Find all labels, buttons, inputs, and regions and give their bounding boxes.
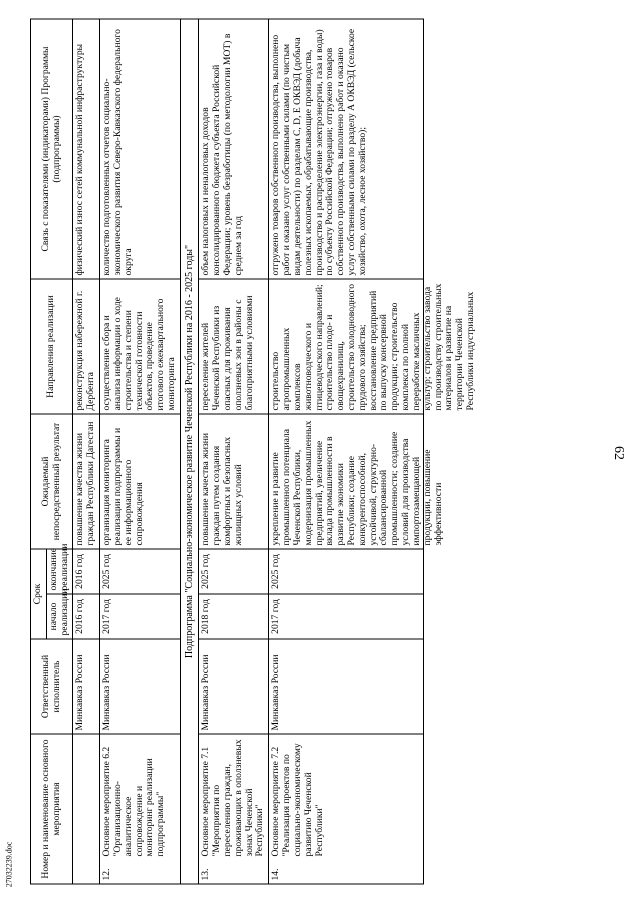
table-row — [199, 19, 269, 884]
cell-end: 2016 год — [73, 549, 100, 594]
row-number: 12. — [101, 868, 113, 881]
cell-start: 2017 год — [269, 594, 424, 639]
table-row — [73, 19, 100, 884]
table-row — [269, 19, 424, 884]
header-directions: Направления реализации — [31, 279, 73, 414]
cell-result: организация мониторинга реализации подпрограммы и ее информационного сопровождения — [100, 414, 181, 549]
rotated-table-container — [30, 20, 610, 885]
page-number-text: 62 — [611, 445, 626, 460]
indicators-text: отгружено товаров собственного производства, выполнено работ и оказано услуг собственными силами (по чистым видам деятельности) по разделам С, D, Е ОКВЭД (добыча полезных ископаемых, обрабатывающие производства, производство и распределение электроэнергии, газа и воды) по субъекту Российской Федерации; отгружено товаров собственного производства, выполнено работ и оказано услуг собственными силами по разделу А ОКВЭД (сельское хозяйство, охота, лесное хозяйство); — [270, 28, 368, 276]
result-text: укрепление и развитие промышленного потенциала Чеченской Республики, модернизация промышленных предприятий, увеличение вклада промышленности в развитие экономики Республики; создание конкурентоспособной, устойчивой, структурно-сбалансированной промышленности; создание условий для производства импортозамещающей продукции, повышение эффективности — [270, 420, 444, 546]
cell-directions: реконструкция набережной г. Дербента — [73, 279, 100, 414]
cell-name — [73, 734, 100, 884]
cell-directions: переселение жителей Чеченской Республики из опасных для проживания оползневых зон в районы с благоприятными условиями — [199, 279, 269, 414]
cell-executor: Минкавказ России — [269, 639, 424, 734]
cell-result: повышение качества жизни граждан Республики Дагестан — [73, 414, 100, 549]
cell-name — [100, 734, 181, 884]
cell-start: 2017 год — [100, 594, 181, 639]
row-title: Основное мероприятие 7.1 "Мероприятия по переселению граждан, проживающих в оползневых зонах Чеченской Республики" — [200, 739, 266, 857]
header-num-name: Номер и наименование основного мероприятия — [31, 734, 73, 884]
cell-end: 2025 год — [269, 549, 424, 594]
cell-directions — [269, 279, 477, 414]
cell-indicators: количество подготовленных отчетов социально-экономического развития Северо-Кавказского федерального округа — [100, 19, 181, 279]
cell-end: 2025 год — [199, 549, 269, 594]
cell-indicators: физический износ сетей коммунальной инфраструктуры — [73, 19, 100, 279]
cell-directions: осуществление сбора и анализа информации о ходе строительства и степени технической готовности объектов, проведение итогового ежеквартального мониторинга — [100, 279, 181, 414]
cell-executor: Минкавказ России — [199, 639, 269, 734]
row-title: Основное мероприятие 6.2 "Организационно-аналитическое сопровождение и мониторинг реализации подпрограммы" — [101, 746, 167, 857]
document-code — [2, 759, 16, 899]
row-number: 14. — [270, 868, 282, 881]
header-term: Срок — [31, 549, 47, 639]
header-start: начало реализации — [46, 594, 73, 639]
document-code-text: 27032239.doc — [4, 841, 14, 888]
cell-result: повышение качества жизни граждан путем создания комфортных и безопасных жилищных условий — [199, 414, 269, 549]
cell-executor: Минкавказ России — [100, 639, 181, 734]
table-row — [100, 19, 181, 884]
cell-end: 2025 год — [100, 549, 181, 594]
cell-start: 2018 год — [199, 594, 269, 639]
subprogram-row — [180, 19, 198, 884]
cell-indicators: объем налоговых и неналоговых доходов консолидированного бюджета субъекта Российской Федерации; уровень безработицы (по методологии МОТ) в среднем за год — [199, 19, 269, 279]
cell-executor: Минкавказ России — [73, 639, 100, 734]
cell-indicators — [269, 19, 424, 279]
cell-name — [269, 734, 424, 884]
cell-name — [199, 734, 269, 884]
page-number — [610, 0, 626, 905]
cell-start: 2016 год — [73, 594, 100, 639]
header-executor: Ответственный исполнитель — [31, 639, 73, 734]
header-row — [31, 19, 47, 884]
header-end: окончание реализации — [46, 549, 73, 594]
activities-table — [30, 19, 477, 885]
header-indicators: Связь с показателями (индикаторами) Программы (подпрограммы) — [31, 19, 73, 279]
row-number: 13. — [200, 868, 212, 881]
cell-result — [269, 414, 444, 549]
directions-text: строительство агропромышленных комплексов животноводческого и птицеводческого направлений; строительство плодо- и овощехранилищ, строительство холодноводного прудового хозяйства; восстановление предприятий по выпуску консервной продукции; строительство комплекса по полной переработке масличных культур; строительство завода по производству строительных материалов и развитие на территории Чеченской Республики индустриальных — [270, 283, 477, 411]
header-result: Ожидаемый непосредственный результат — [31, 414, 73, 549]
subprogram-title: Подпрограмма "Социально-экономическое развитие Чеченской Республики на 2016 - 2025 годы" — [180, 19, 198, 884]
row-title: Основное мероприятие 7.2 "Реализация проектов по социально-экономическому развитию Чеченской Республики" — [270, 743, 325, 857]
